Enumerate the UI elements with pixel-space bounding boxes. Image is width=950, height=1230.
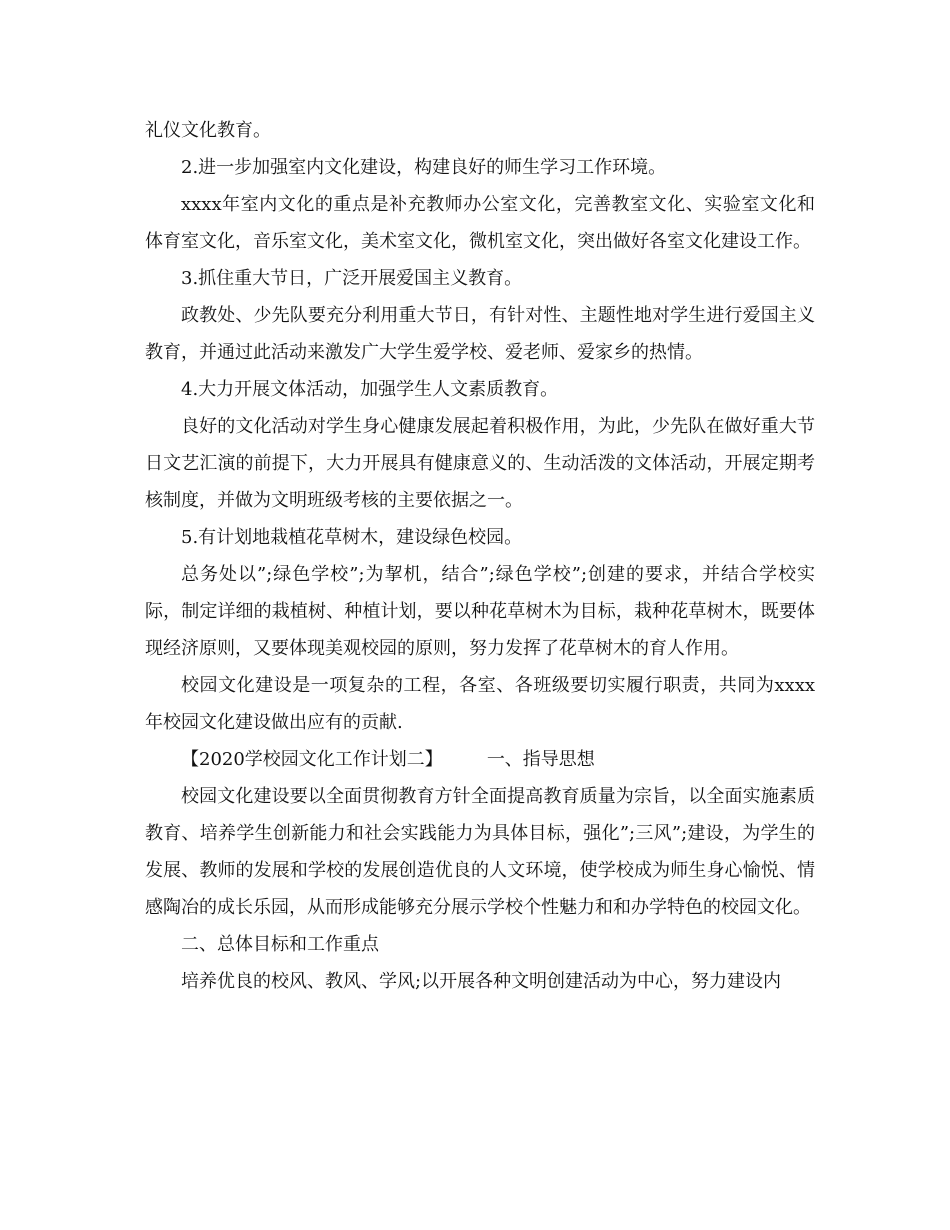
paragraph: 校园文化建设要以全面贯彻教育方针全面提高教育质量为宗旨，以全面实施素质教育、培养学生创新能力和社会实践能力为具体目标，强化”;三风”;建设，为学生的发展、教师的发展和学校的发展创造优良的人文环境，使学校成为师生身心愉悦、情感陶冶的成长乐园，从而形成能够充分展示学校个性魅力和和办学特色的校园文化。 [145, 786, 815, 918]
section-heading: 二、总体目标和工作重点 [181, 934, 379, 955]
paragraph: 总务处以”;绿色学校”;为挈机，结合”;绿色学校”;创建的要求，并结合学校实际，制定详细的栽植树、种植计划，要以种花草树木为目标，栽种花草树木，既要体现经济原则，又要体现美观校园的原则，努力发挥了花草树木的育人作用。 [145, 564, 815, 659]
list-item-heading: 2.进一步加强室内文化建设，构建良好的师生学习工作环境。 [181, 157, 667, 178]
paragraph: 培养优良的校风、教风、学风;以开展各种文明创建活动为中心，努力建设内 [181, 971, 782, 992]
section-heading-subtitle: 一、指导思想 [486, 749, 595, 770]
list-item-heading: 4.大力开展文体活动，加强学生人文素质教育。 [181, 379, 559, 400]
list-item-heading: 3.抓住重大节日，广泛开展爱国主义教育。 [181, 268, 523, 289]
paragraph: 校园文化建设是一项复杂的工程，各室、各班级要切实履行职责，共同为xxxx年校园文化建设做出应有的贡献. [145, 675, 815, 733]
document-body [145, 112, 815, 1000]
paragraph: 礼仪文化教育。 [145, 120, 271, 141]
paragraph: xxxx年室内文化的重点是补充教师办公室文化，完善教室文化、实验室文化和体育室文化，音乐室文化，美术室文化，微机室文化，突出做好各室文化建设工作。 [145, 194, 815, 252]
paragraph: 政教处、少先队要充分利用重大节日，有针对性、主题性地对学生进行爱国主义教育，并通过此活动来激发广大学生爱学校、爱老师、爱家乡的热情。 [145, 305, 815, 363]
paragraph: 良好的文化活动对学生身心健康发展起着积极作用，为此，少先队在做好重大节日文艺汇演的前提下，大力开展具有健康意义的、生动活泼的文体活动，开展定期考核制度，并做为文明班级考核的主要依据之一。 [145, 416, 815, 511]
section-heading [145, 741, 815, 778]
list-item-heading: 5.有计划地栽植花草树木，建设绿色校园。 [181, 527, 523, 548]
section-heading-title: 【2020学校园文化工作计划二】 [181, 749, 443, 770]
